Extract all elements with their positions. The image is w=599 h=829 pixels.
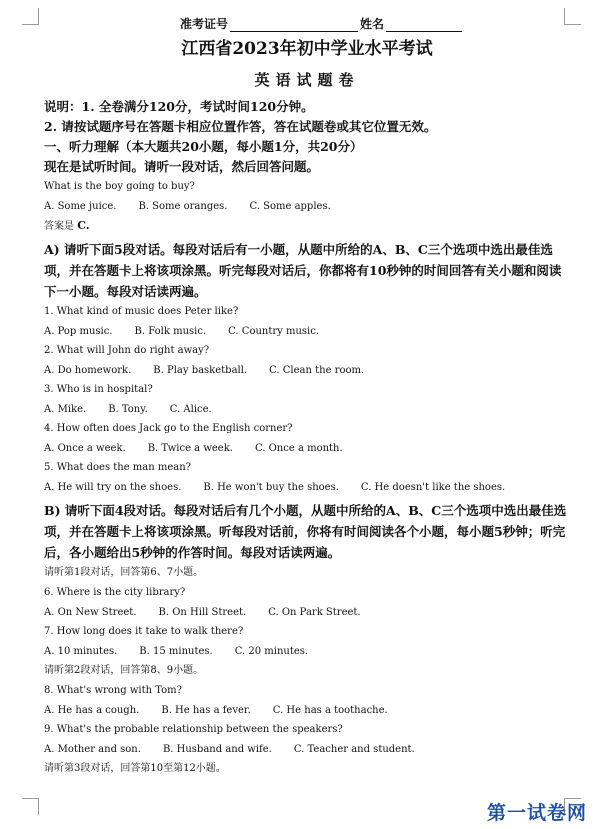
option-c: C. Alice. [169, 404, 212, 415]
crop-mark-bottom-left [22, 798, 39, 815]
question-7-options [44, 642, 570, 661]
option-b: B. Twice a week. [147, 443, 233, 454]
option-b: B. He has a fever. [161, 705, 251, 716]
exam-subtitle: 英语试题卷 [254, 71, 360, 89]
question-1-options [44, 322, 570, 341]
dialogue-2-note: 请听第2段对话，回答第8、9小题。 [44, 665, 204, 676]
question-5-options [44, 478, 570, 497]
instruction-1: 说明：1. 全卷满分120分，考试时间120分钟。 [44, 99, 314, 114]
example-question: What is the boy going to buy? [44, 181, 195, 192]
option-c: C. Teacher and student. [293, 744, 415, 755]
option-c: C. Country music. [228, 326, 320, 337]
option-b: B. 15 minutes. [139, 646, 213, 657]
option-c: C. He has a toothache. [272, 705, 388, 716]
question-4: 4. How often does Jack go to the English corner? [44, 423, 293, 434]
option-b: B. Tony. [108, 404, 148, 415]
section-a-instruction: A) 请听下面5段对话。每段对话后有一小题，从题中所给的A、B、C三个选项中选出最佳选项，并在答题卡上将该项涂黑。听完每段对话后，你都将有10秒钟的时间回答有关小题和阅读下一小题。每段对话读两遍。 [44, 242, 562, 299]
option-c: C. On Park Street. [268, 607, 361, 618]
option-b: B. On Hill Street. [158, 607, 247, 618]
question-7: 7. How long does it take to walk there? [44, 626, 244, 637]
instruction-4: 现在是试听时间。请听一段对话，然后回答问题。 [44, 159, 320, 174]
option-a: A. Once a week. [44, 443, 126, 454]
option-a: A. Mother and son. [44, 744, 141, 755]
option-a: A. He will try on the shoes. [44, 482, 182, 493]
dialogue-1-note: 请听第1段对话，回答第6、7小题。 [44, 567, 204, 578]
question-3: 3. Who is in hospital? [44, 384, 153, 395]
option-c: C. Some apples. [249, 201, 331, 212]
question-4-options [44, 439, 570, 458]
question-2-options [44, 361, 570, 380]
site-watermark-logo: 第一试卷网 [486, 802, 587, 824]
instruction-3: 一、听力理解（本大题共20小题，每小题1分，共20分） [44, 139, 363, 154]
exam-number-blank [230, 18, 358, 32]
question-1: 1. What kind of music does Peter like? [44, 306, 239, 317]
option-c: C. Once a month. [254, 443, 343, 454]
question-6-options [44, 603, 570, 622]
option-a: A. Pop music. [44, 326, 113, 337]
option-a: A. He has a cough. [44, 705, 140, 716]
question-9-options [44, 740, 570, 759]
section-b-instruction: B) 请听下面4段对话。每段对话后有几个小题，从题中所给的A、B、C三个选项中选出最佳选项，并在答题卡上将该项涂黑。听每段对话前，你将有时间阅读各个小题，每小题5秒钟；听完后，各小题给出5秒钟的作答时间。每段对话读两遍。 [44, 503, 567, 560]
question-8-options [44, 701, 570, 720]
option-b: B. Husband and wife. [162, 744, 272, 755]
option-a: A. 10 minutes. [44, 646, 118, 657]
dialogue-3-note: 请听第3段对话，回答第10至第12小题。 [44, 763, 226, 774]
option-b: B. Some oranges. [138, 201, 228, 212]
exam-title: 江西省2023年初中学业水平考试 [181, 39, 433, 59]
crop-mark-top-left [22, 8, 39, 25]
question-6: 6. Where is the city library? [44, 587, 186, 598]
example-options [44, 197, 570, 216]
option-a: A. Some juice. [44, 201, 117, 212]
option-b: B. He won't buy the shoes. [203, 482, 339, 493]
question-3-options [44, 400, 570, 419]
option-a: A. Mike. [44, 404, 87, 415]
name-label: 姓名 [360, 17, 385, 31]
option-c: C. 20 minutes. [234, 646, 309, 657]
question-8: 8. What's wrong with Tom? [44, 685, 183, 696]
option-c: C. He doesn't like the shoes. [360, 482, 506, 493]
name-blank [386, 18, 462, 32]
option-b: B. Folk music. [134, 326, 207, 337]
option-b: B. Play basketball. [153, 365, 248, 376]
question-9: 9. What's the probable relationship between the speakers? [44, 724, 343, 735]
section-a-questions [44, 302, 570, 497]
answer-label: 答案是 [44, 221, 74, 232]
exam-header [74, 14, 570, 32]
question-2: 2. What will John do right away? [44, 345, 210, 356]
option-a: A. On New Street. [44, 607, 137, 618]
exam-page [44, 14, 570, 779]
exam-number-label: 准考证号 [179, 17, 228, 31]
option-a: A. Do homework. [44, 365, 132, 376]
example-answer [44, 216, 570, 236]
instruction-2: 2. 请按试题序号在答题卡相应位置作答，答在试题卷或其它位置无效。 [44, 119, 437, 134]
option-c: C. Clean the room. [269, 365, 365, 376]
question-5: 5. What does the man mean? [44, 462, 192, 473]
answer-value: C. [77, 219, 90, 232]
